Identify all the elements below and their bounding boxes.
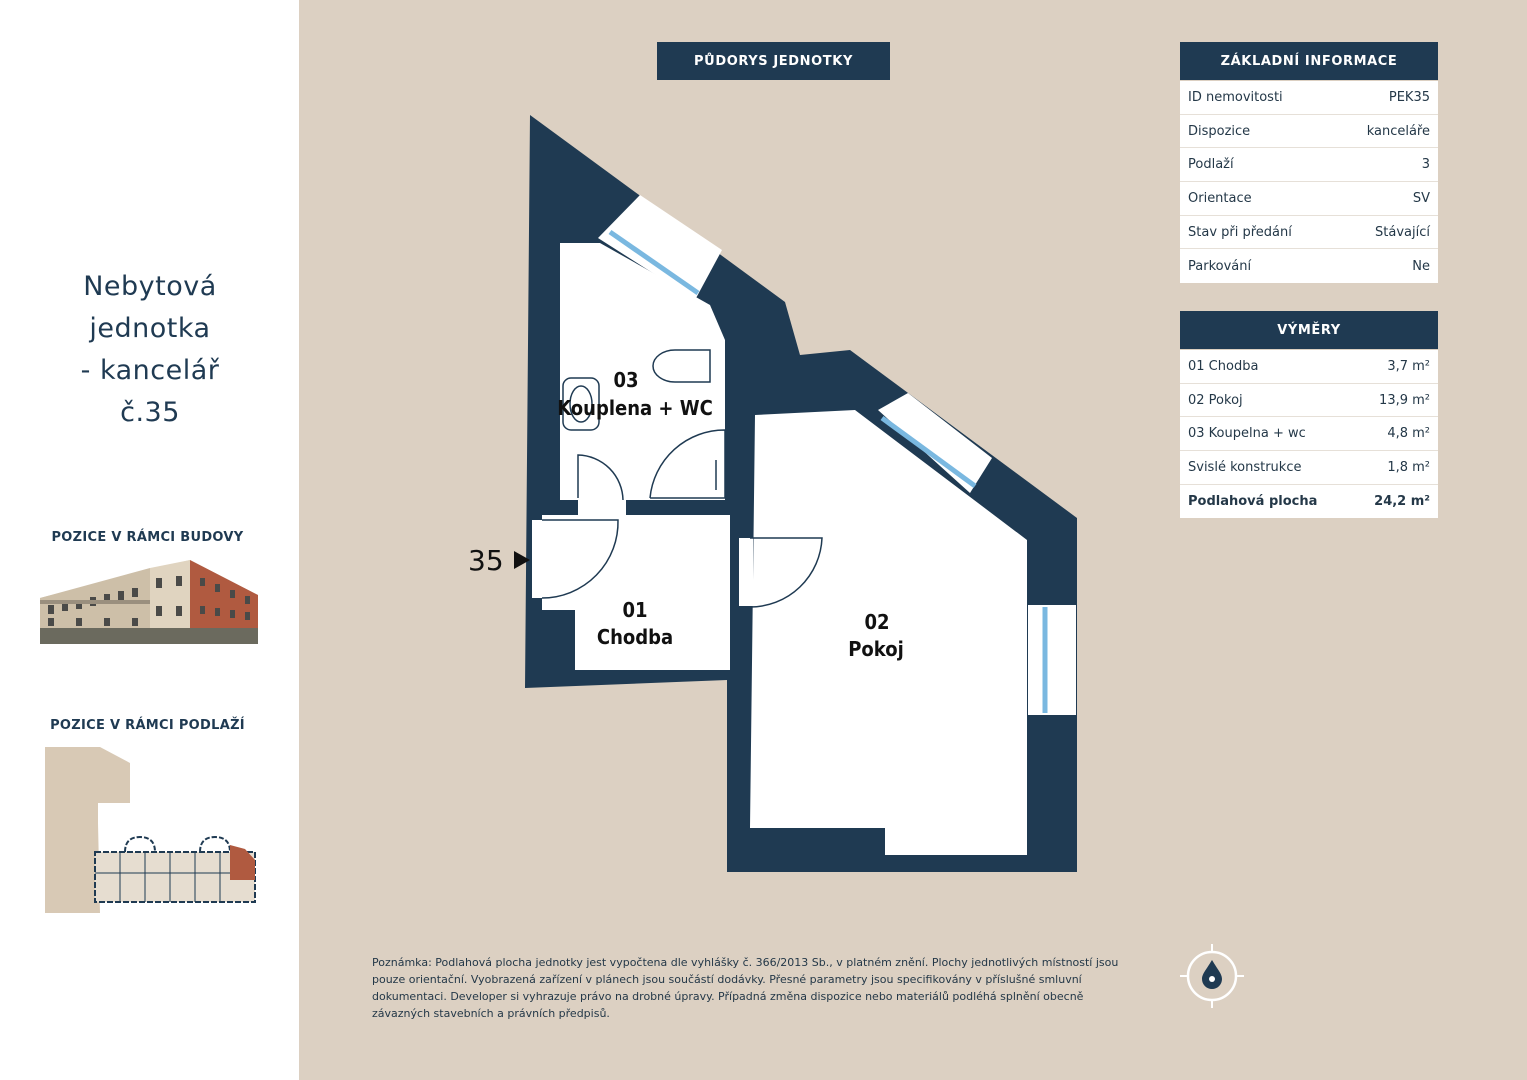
unit-title-line-1: Nebytová xyxy=(83,271,217,302)
floor-plan xyxy=(460,110,1090,880)
area-row xyxy=(1180,384,1438,418)
info-row xyxy=(1180,115,1438,149)
unit-marker-label: 35 xyxy=(468,544,504,577)
info-row xyxy=(1180,81,1438,115)
area-row-total xyxy=(1180,485,1438,519)
area-row xyxy=(1180,451,1438,485)
area-label: Podlahová plocha xyxy=(1188,494,1318,510)
info-row xyxy=(1180,148,1438,182)
unit-title-line-4: č.35 xyxy=(120,397,180,428)
disclaimer-note: Poznámka: Podlahová plocha jednotky jest vypočtena dle vyhlášky č. 366/2013 Sb., v platném znění. Plochy jednotlivých místností jsou pouze orientační. Vyobrazená zařízení v plánech jsou součástí dodávky. Přesné parametry jsou specifikovány v příslušné smluvní dokumentaci. Developer si vyhrazuje právo na drobné úpravy. Případná změna dispozice nebo materiálů podléhá splnění obecně závazných stavebních a právních předpisů. xyxy=(372,956,1119,1020)
floor-position-heading: POZICE V RÁMCI PODLAŽÍ xyxy=(50,718,245,733)
room-01-name: Chodba xyxy=(596,625,674,649)
info-label: Parkování xyxy=(1188,258,1252,274)
area-value: 1,8 m² xyxy=(1387,459,1430,475)
area-value: 3,7 m² xyxy=(1387,358,1430,374)
area-label: 02 Pokoj xyxy=(1188,392,1243,408)
info-value: kanceláře xyxy=(1366,123,1430,139)
info-value: SV xyxy=(1412,190,1430,206)
area-row xyxy=(1180,417,1438,451)
plan-heading: PŮDORYS JEDNOTKY xyxy=(657,42,890,80)
info-label: ID nemovitosti xyxy=(1188,89,1283,105)
building-position-heading: POZICE V RÁMCI BUDOVY xyxy=(51,530,244,545)
info-label: Dispozice xyxy=(1188,123,1251,139)
area-value: 4,8 m² xyxy=(1387,426,1430,442)
sidebar xyxy=(0,0,299,1080)
info-row xyxy=(1180,249,1438,283)
info-row xyxy=(1180,182,1438,216)
basic-info-heading: ZÁKLADNÍ INFORMACE xyxy=(1180,42,1438,80)
area-row xyxy=(1180,350,1438,384)
unit-title-line-2: jednotka xyxy=(89,313,211,344)
basic-info-table xyxy=(1180,81,1438,283)
room-02-number: 02 xyxy=(864,610,890,634)
area-label: 01 Chodba xyxy=(1188,358,1259,374)
room-01-number: 01 xyxy=(622,598,648,622)
floor-position-map xyxy=(40,745,262,915)
info-value: Ne xyxy=(1412,258,1430,274)
areas-heading: VÝMĚRY xyxy=(1180,311,1438,349)
area-label: Svislé konstrukce xyxy=(1188,459,1302,475)
info-value: Stávající xyxy=(1375,224,1430,240)
building-photo xyxy=(40,560,258,646)
info-label: Stav při předání xyxy=(1188,224,1292,240)
unit-title xyxy=(30,266,270,434)
info-label: Orientace xyxy=(1188,190,1252,206)
areas-table xyxy=(1180,350,1438,518)
room-02-name: Pokoj xyxy=(848,637,904,661)
area-value: 24,2 m² xyxy=(1374,494,1430,510)
room-03-number: 03 xyxy=(613,368,639,392)
info-value: 3 xyxy=(1421,157,1430,173)
compass-icon xyxy=(1178,942,1246,1010)
area-value: 13,9 m² xyxy=(1379,392,1430,408)
unit-title-line-3: - kancelář xyxy=(80,355,220,386)
info-label: Podlaží xyxy=(1188,157,1234,173)
area-label: 03 Koupelna + wc xyxy=(1188,426,1306,442)
room-03-name: Kouplena + WC xyxy=(557,396,713,420)
info-row xyxy=(1180,216,1438,250)
info-value: PEK35 xyxy=(1388,89,1430,105)
